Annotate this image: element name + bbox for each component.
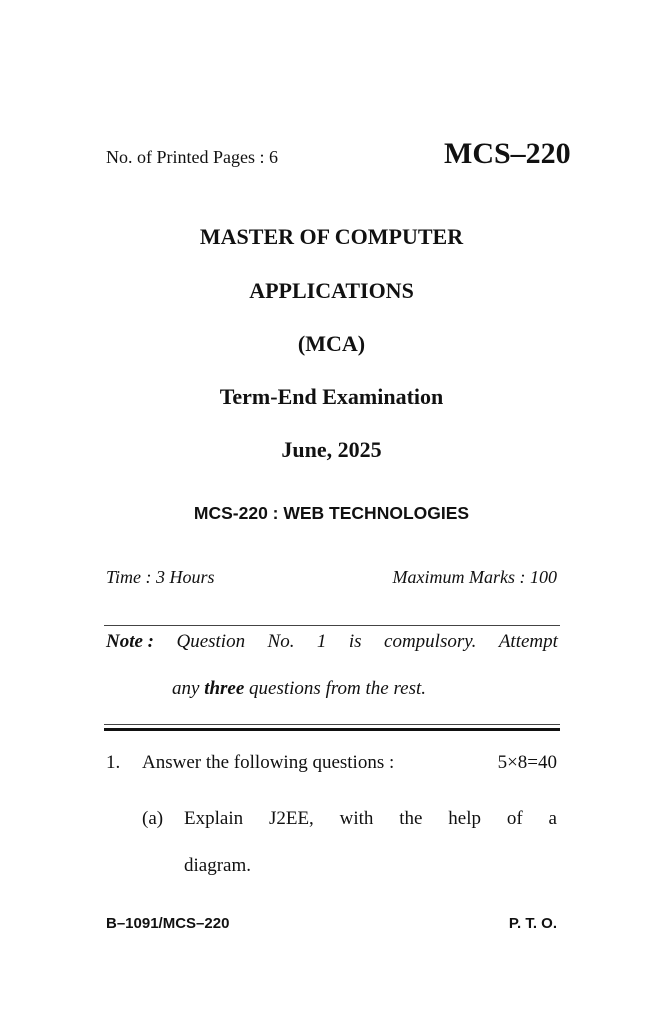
- subquestion-text-line-1: [184, 808, 557, 830]
- title-line-2: APPLICATIONS: [249, 278, 414, 303]
- subquestion-word: the: [399, 808, 423, 829]
- question-marks: 5×8=40: [497, 752, 557, 773]
- subquestion-word: help: [448, 808, 481, 829]
- note-emphasis: three: [204, 678, 245, 699]
- printed-pages-count: No. of Printed Pages : 6: [106, 147, 278, 167]
- note-word: No.: [267, 631, 295, 652]
- instructions-note: [106, 631, 558, 653]
- note-word: Attempt: [498, 631, 558, 652]
- subquestion-word: J2EE,: [268, 808, 314, 829]
- note-label: Note :: [106, 631, 155, 652]
- title-line-1: MASTER OF COMPUTER: [199, 224, 464, 249]
- exam-duration: Time : 3 Hours: [106, 567, 215, 587]
- note-text: any: [172, 678, 205, 699]
- divider-double-bottom: [104, 728, 560, 731]
- exam-session: June, 2025: [281, 437, 382, 462]
- subquestion-word: a: [548, 808, 557, 829]
- subquestion-word: with: [339, 808, 374, 829]
- note-text: questions from the rest.: [244, 678, 427, 699]
- question-text: Answer the following questions :: [142, 752, 395, 773]
- title-line-3: (MCA): [297, 331, 366, 356]
- maximum-marks: Maximum Marks : 100: [392, 567, 557, 587]
- note-word: is: [348, 631, 362, 652]
- subquestion-word: Explain: [184, 808, 244, 829]
- paper-code-footer: B–1091/MCS–220: [106, 915, 230, 932]
- exam-type: Term-End Examination: [219, 384, 444, 409]
- subquestion-word: of: [506, 808, 523, 829]
- subquestion-label: (a): [142, 808, 164, 829]
- course-code: MCS–220: [444, 137, 571, 170]
- please-turn-over: P. T. O.: [508, 915, 557, 932]
- question-number: 1.: [106, 752, 121, 773]
- divider-double-top: [104, 724, 560, 725]
- note-word: Question: [176, 631, 246, 652]
- divider: [104, 625, 560, 626]
- subquestion-text-line-2: diagram.: [184, 855, 252, 876]
- note-word: 1: [316, 631, 327, 652]
- note-word: compulsory.: [384, 631, 477, 652]
- note-line-2: [172, 678, 426, 700]
- subject-title: MCS-220 : WEB TECHNOLOGIES: [193, 503, 470, 523]
